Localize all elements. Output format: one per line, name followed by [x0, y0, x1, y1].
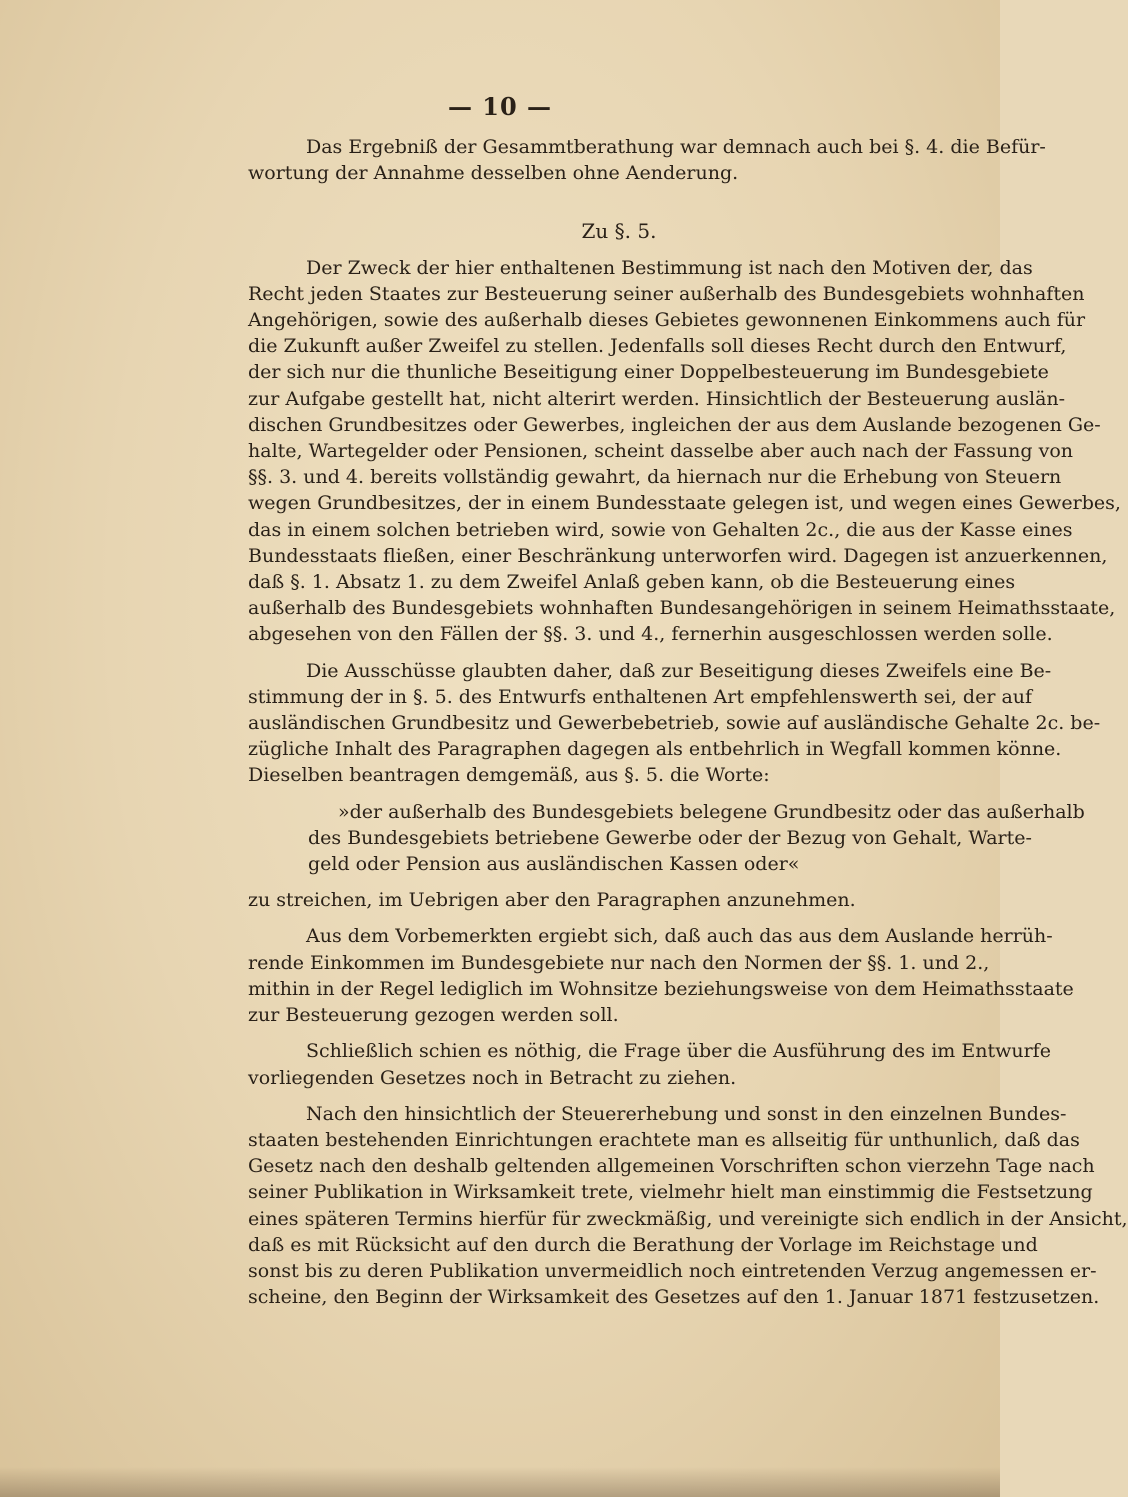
page-number: — 10 —: [447, 92, 553, 121]
text-line: sonst bis zu deren Publikation unvermeidlich noch eintretenden Verzug angemessen er-: [248, 1259, 1097, 1282]
text-line: ausländischen Grundbesitz und Gewerbebetrieb, sowie auf ausländische Gehalte 2c. be-: [248, 712, 1101, 735]
text-line: außerhalb des Bundesgebiets wohnhaften Bundesangehörigen in seinem Heimathsstaate,: [248, 597, 1116, 620]
text-line: rende Einkommen im Bundesgebiete nur nach den Normen der §§. 1. und 2.,: [248, 951, 990, 974]
paragraph-gap: [248, 789, 950, 799]
section-heading: Zu §. 5.: [581, 219, 657, 244]
quote-line: des Bundesgebiets betriebene Gewerbe oder der Bezug von Gehalt, Warte-: [308, 826, 1032, 849]
text-line: zu streichen, im Uebrigen aber den Paragraphen anzunehmen.: [248, 889, 856, 912]
text-line: halte, Wartegelder oder Pensionen, scheint dasselbe aber auch nach der Fassung von: [248, 440, 1073, 463]
text-line: das in einem solchen betrieben wird, sowie von Gehalten 2c., die aus der Kasse eines: [248, 518, 1073, 541]
paragraph: [248, 1038, 1051, 1090]
paragraph: [248, 658, 1101, 789]
text-line: Das Ergebniß der Gesammtberathung war demnach auch bei §. 4. die Befür-: [306, 136, 1046, 158]
paragraph-gap: [248, 1310, 950, 1320]
text-line: der sich nur die thunliche Beseitigung einer Doppelbesteuerung im Bundesgebiete: [248, 361, 1049, 384]
text-line: §§. 3. und 4. bereits vollständig gewahrt, da hiernach nur die Erhebung von Steuern: [248, 466, 1062, 489]
paragraph: [248, 134, 1046, 186]
text-line: Die Ausschüsse glaubten daher, daß zur Beseitigung dieses Zweifels eine Be-: [306, 659, 1052, 682]
paragraph: [248, 1101, 1128, 1311]
text-line: vorliegenden Gesetzes noch in Betracht zu ziehen.: [248, 1066, 737, 1089]
text-line: wortung der Annahme desselben ohne Aenderung.: [248, 162, 739, 185]
text-line: daß es mit Rücksicht auf den durch die Berathung der Vorlage im Reichstage und: [248, 1233, 1038, 1256]
text-line: Der Zweck der hier enthaltenen Bestimmung ist nach den Motiven der, das: [306, 256, 1033, 279]
text-line: Angehörigen, sowie des außerhalb dieses Gebietes gewonnenen Einkommens auch für: [248, 309, 1086, 332]
text-line: staaten bestehenden Einrichtungen erachtete man es allseitig für unthunlich, daß das: [248, 1128, 1080, 1151]
text-line: zur Besteuerung gezogen werden soll.: [248, 1004, 619, 1027]
text-line: dischen Grundbesitzes oder Gewerbes, ingleichen der aus dem Auslande bezogenen Ge-: [248, 413, 1101, 436]
paragraph: [248, 923, 1074, 1028]
text-line: Bundesstaats fließen, einer Beschränkung unterworfen wird. Dagegen ist anzuerkennen,: [248, 544, 1108, 567]
paragraph-gap: [248, 1028, 950, 1038]
text-line: daß §. 1. Absatz 1. zu dem Zweifel Anlaß geben kann, ob die Besteuerung eines: [248, 571, 1016, 594]
text-line: zügliche Inhalt des Paragraphen dagegen als entbehrlich in Wegfall kommen könne.: [248, 738, 1062, 761]
text-line: Schließlich schien es nöthig, die Frage über die Ausführung des im Entwurfe: [306, 1040, 1051, 1063]
text-line: Nach den hinsichtlich der Steuererhebung und sonst in den einzelnen Bundes-: [306, 1102, 1067, 1125]
text-line: stimmung der in §. 5. des Entwurfs enthaltenen Art empfehlenswerth sei, der auf: [248, 685, 1033, 708]
text-line: Recht jeden Staates zur Besteuerung seiner außerhalb des Bundesgebiets wohnhaften: [248, 282, 1085, 305]
text-line: eines späteren Termins hierfür für zweckmäßig, und vereinigte sich endlich in der Ansicht,: [248, 1207, 1128, 1230]
text-line: seiner Publikation in Wirksamkeit trete, vielmehr hielt man einstimmig die Festsetzung: [248, 1181, 1093, 1204]
paragraph-gap: [248, 1091, 950, 1101]
text-line: Gesetz nach den deshalb geltenden allgemeinen Vorschriften schon vierzehn Tage nach: [248, 1155, 1095, 1178]
text-line: scheine, den Beginn der Wirksamkeit des Gesetzes auf den 1. Januar 1871 festzusetzen.: [248, 1286, 1100, 1309]
paragraph: [248, 887, 950, 913]
text-line: mithin in der Regel lediglich im Wohnsitze beziehungsweise von dem Heimathsstaate: [248, 977, 1074, 1000]
text-line: zur Aufgabe gestellt hat, nicht alterirt werden. Hinsichtlich der Besteuerung auslän-: [248, 387, 1066, 410]
text-line: Aus dem Vorbemerkten ergiebt sich, daß auch das aus dem Auslande herrüh-: [306, 925, 1053, 948]
quoted-text: [248, 799, 1085, 878]
paragraph: [248, 255, 1121, 648]
text-line: abgesehen von den Fällen der §§. 3. und 4., fernerhin ausgeschlossen werden solle.: [248, 623, 1053, 646]
paragraph-gap: [248, 877, 950, 887]
paragraph-gap: [248, 648, 950, 658]
text-line: Dieselben beantragen demgemäß, aus §. 5. die Worte:: [248, 764, 770, 787]
text-line: wegen Grundbesitzes, der in einem Bundesstaate gelegen ist, und wegen eines Gewerbes,: [248, 492, 1121, 515]
quote-line: »der außerhalb des Bundesgebiets belegene Grundbesitz oder das außerhalb: [338, 800, 1085, 823]
quote-line: geld oder Pension aus ausländischen Kassen oder«: [308, 853, 800, 876]
paragraph-gap: [248, 186, 950, 196]
paragraph-gap: [248, 913, 950, 923]
text-line: die Zukunft außer Zweifel zu stellen. Jedenfalls soll dieses Recht durch den Entwurf,: [248, 335, 1067, 358]
document-body: [248, 134, 1128, 1320]
